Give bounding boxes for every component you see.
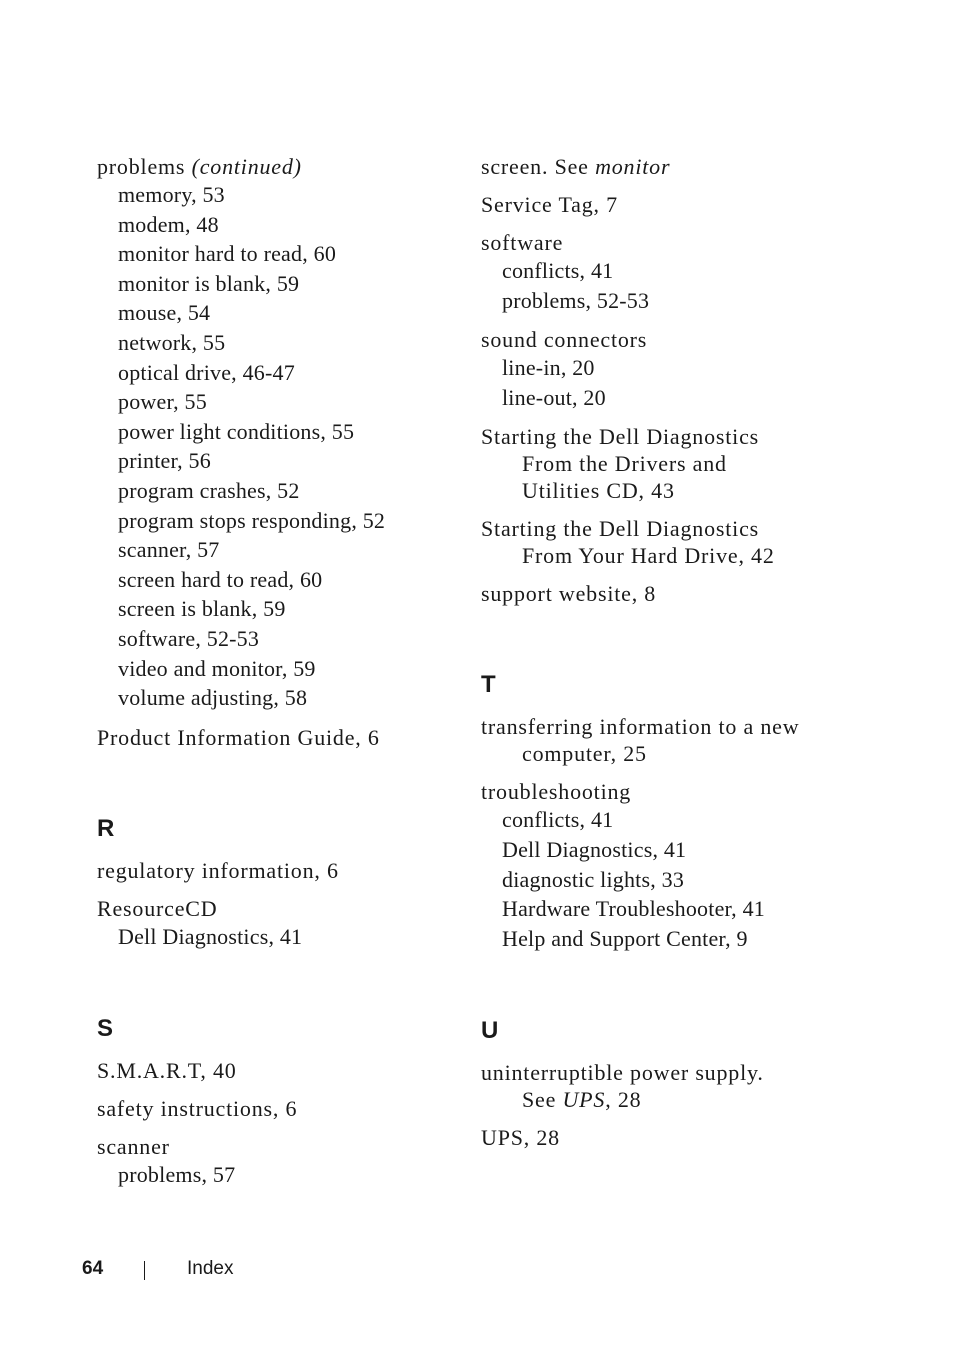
index-entry-regulatory: regulatory information, 6 [97,857,339,883]
index-subterm: mouse, 54 [118,300,211,326]
letter-heading-t: T [481,671,496,699]
index-entry-uninterruptible: uninterruptible power supply. See UPS, 28 [481,1060,764,1113]
index-subterm: printer, 56 [118,448,211,474]
index-column-right [481,153,881,1162]
index-entry-smart: S.M.A.R.T, 40 [97,1058,237,1084]
index-subterm: network, 55 [118,329,226,355]
index-entry-resourcecd: ResourceCD Dell Diagnostics, 41 [97,895,457,952]
index-entry-transferring: transferring information to a new computer, 25 [481,714,800,767]
index-entry-service-tag: Service Tag, 7 [481,192,618,217]
index-subterm: line-out, 20 [502,384,606,410]
index-subterm: power light conditions, 55 [118,418,355,444]
page-footer [82,1256,234,1282]
index-subterm: optical drive, 46-47 [118,359,295,385]
index-entry-scanner: scanner problems, 57 [97,1133,457,1190]
page-number: 64 [82,1258,104,1279]
index-subterm: problems, 57 [118,1162,236,1188]
index-subterm: Hardware Troubleshooter, 41 [502,896,765,922]
index-subterm: program stops responding, 52 [118,507,386,533]
index-subterm: problems, 52-53 [502,287,650,313]
index-subterm: Dell Diagnostics, 41 [118,923,303,949]
index-subterm: diagnostic lights, 33 [502,866,685,892]
index-subterm: memory, 53 [118,182,225,207]
index-entry-sound: sound connectors line-in, 20 line-out, 20 [481,326,881,412]
letter-heading-u: U [481,1017,499,1045]
index-entry-software: software conflicts, 41 problems, 52-53 [481,229,881,315]
index-subterm: volume adjusting, 58 [118,685,308,711]
footer-divider [144,1261,145,1280]
index-subterm: scanner, 57 [118,537,220,563]
index-subterm: conflicts, 41 [502,807,614,833]
index-subterm: software, 52-53 [118,625,260,651]
index-entry-ups: UPS, 28 [481,1125,560,1151]
index-subterm: Help and Support Center, 9 [502,925,748,951]
index-subterm: monitor hard to read, 60 [118,241,337,267]
letter-heading-s: S [97,1015,114,1043]
index-entry-starting-hd: Starting the Dell Diagnostics From Your Hard Drive, 42 [481,516,775,569]
index-subterm: program crashes, 52 [118,477,300,503]
index-term: problems (continued) [97,154,302,179]
letter-heading-r: R [97,814,115,842]
index-subterm: screen is blank, 59 [118,596,286,622]
index-subterm: modem, 48 [118,211,219,237]
index-subterm: video and monitor, 59 [118,655,316,681]
index-subterm: monitor is blank, 59 [118,270,300,296]
index-subterm: conflicts, 41 [502,258,614,283]
index-entry-troubleshooting: troubleshooting conflicts, 41 Dell Diagnostics, 41 diagnostic lights, 33 Hardware Troubleshooter, 41 Help and Support Center, 9 [481,778,881,953]
index-subterm: power, 55 [118,389,207,415]
index-entry-support: support website, 8 [481,581,657,607]
index-entry-problems [97,153,457,713]
index-subterm: line-in, 20 [502,355,595,381]
index-subterm: screen hard to read, 60 [118,566,323,592]
index-entry-screen: screen. See monitor [481,154,671,179]
index-column-left [97,153,457,1201]
section-name: Index [187,1258,234,1279]
index-subterm: Dell Diagnostics, 41 [502,836,687,862]
index-entry-starting-cd: Starting the Dell Diagnostics From the Drivers and Utilities CD, 43 [481,424,759,504]
index-entry-product-info: Product Information Guide, 6 [97,724,380,750]
index-entry-safety: safety instructions, 6 [97,1096,298,1122]
